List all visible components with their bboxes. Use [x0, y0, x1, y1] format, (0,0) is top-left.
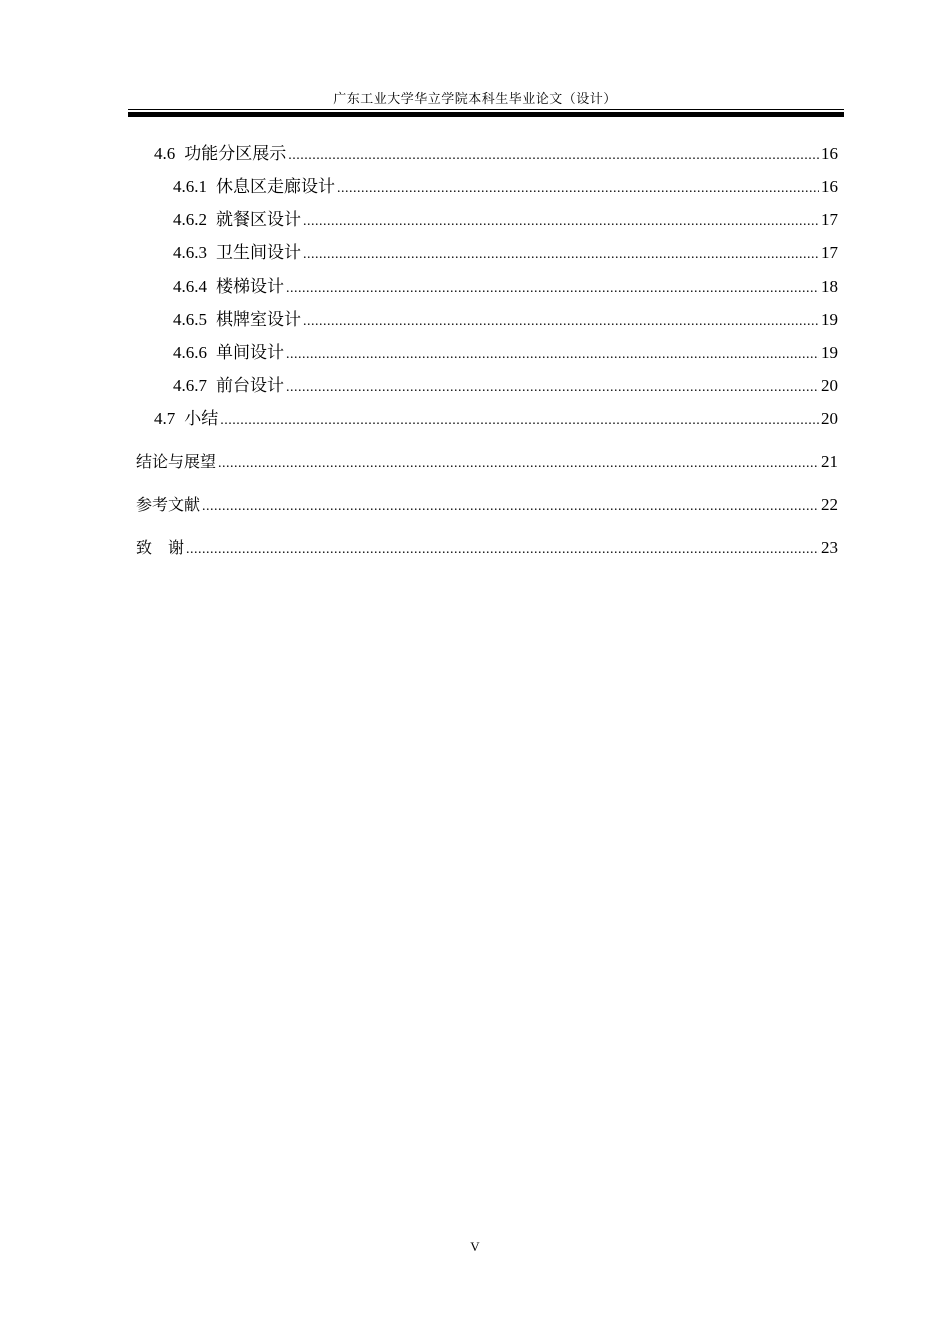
toc-entry-title: 小结 [184, 409, 219, 428]
toc-entry[interactable] [136, 408, 838, 432]
toc-entry-number: 4.6.2 [173, 210, 207, 229]
toc-entry-title: 单间设计 [216, 343, 284, 362]
toc-entry-page: 18 [821, 277, 838, 296]
toc-leader-dots [186, 539, 819, 561]
toc-entry-page: 20 [821, 409, 838, 428]
header-rule-thin [128, 109, 844, 110]
toc-entry-page: 23 [821, 538, 838, 557]
toc-entry-number: 4.6.6 [173, 343, 207, 362]
toc-entry[interactable] [136, 209, 838, 233]
toc-leader-dots [303, 311, 819, 333]
toc-entry-page: 22 [821, 495, 838, 514]
toc-leader-dots [286, 344, 819, 366]
toc-entry-page: 19 [821, 343, 838, 362]
toc-entry-number: 4.6.5 [173, 310, 207, 329]
toc-entry-title: 棋牌室设计 [216, 310, 301, 329]
toc-entry-title: 休息区走廊设计 [216, 177, 335, 196]
toc-entry-title: 前台设计 [216, 376, 284, 395]
toc-leader-dots [303, 244, 819, 266]
toc-entry-page: 17 [821, 210, 838, 229]
toc-leader-dots [286, 377, 819, 399]
page-header-title: 广东工业大学华立学院本科生毕业论文（设计） [333, 91, 617, 106]
toc-entry-number: 4.6.7 [173, 376, 207, 395]
toc-entry[interactable] [136, 494, 838, 518]
toc-entry-title: 功能分区展示 [184, 144, 287, 163]
toc-entry-number: 4.7 [154, 409, 176, 428]
toc-entry-title: 参考文献 [136, 495, 201, 514]
toc-entry[interactable] [136, 537, 838, 561]
toc-entry-title: 就餐区设计 [216, 210, 301, 229]
toc-leader-dots [303, 211, 819, 233]
toc-entry[interactable] [136, 176, 838, 200]
toc-leader-dots [337, 178, 819, 200]
toc-entry[interactable] [136, 451, 838, 475]
toc-entry-page: 17 [821, 243, 838, 262]
toc-entry[interactable] [136, 342, 838, 366]
toc-entry[interactable] [136, 309, 838, 333]
toc-leader-dots [288, 145, 819, 167]
toc-entry-title: 致 谢 [136, 538, 185, 557]
toc-leader-dots [220, 410, 819, 432]
toc-leader-dots [286, 278, 819, 300]
header-rule-thick [128, 112, 844, 117]
toc-entry-page: 16 [821, 144, 838, 163]
toc-entry[interactable] [136, 242, 838, 266]
toc-entry-number: 4.6.4 [173, 277, 207, 296]
toc-entry-page: 20 [821, 376, 838, 395]
toc-entry-page: 21 [821, 452, 838, 471]
toc-entry-title: 结论与展望 [136, 452, 217, 471]
toc-leader-dots [202, 496, 819, 518]
toc-entry[interactable] [136, 276, 838, 300]
toc-entry-title: 卫生间设计 [216, 243, 301, 262]
toc-leader-dots [218, 453, 819, 475]
toc-entry-page: 16 [821, 177, 838, 196]
toc-entry-number: 4.6.1 [173, 177, 207, 196]
toc-entry-number: 4.6 [154, 144, 176, 163]
page-number: V [470, 1239, 480, 1254]
toc-entry-page: 19 [821, 310, 838, 329]
toc-entry-number: 4.6.3 [173, 243, 207, 262]
toc-entry-title: 楼梯设计 [216, 277, 284, 296]
toc-entry[interactable] [136, 143, 838, 167]
toc-entry[interactable] [136, 375, 838, 399]
